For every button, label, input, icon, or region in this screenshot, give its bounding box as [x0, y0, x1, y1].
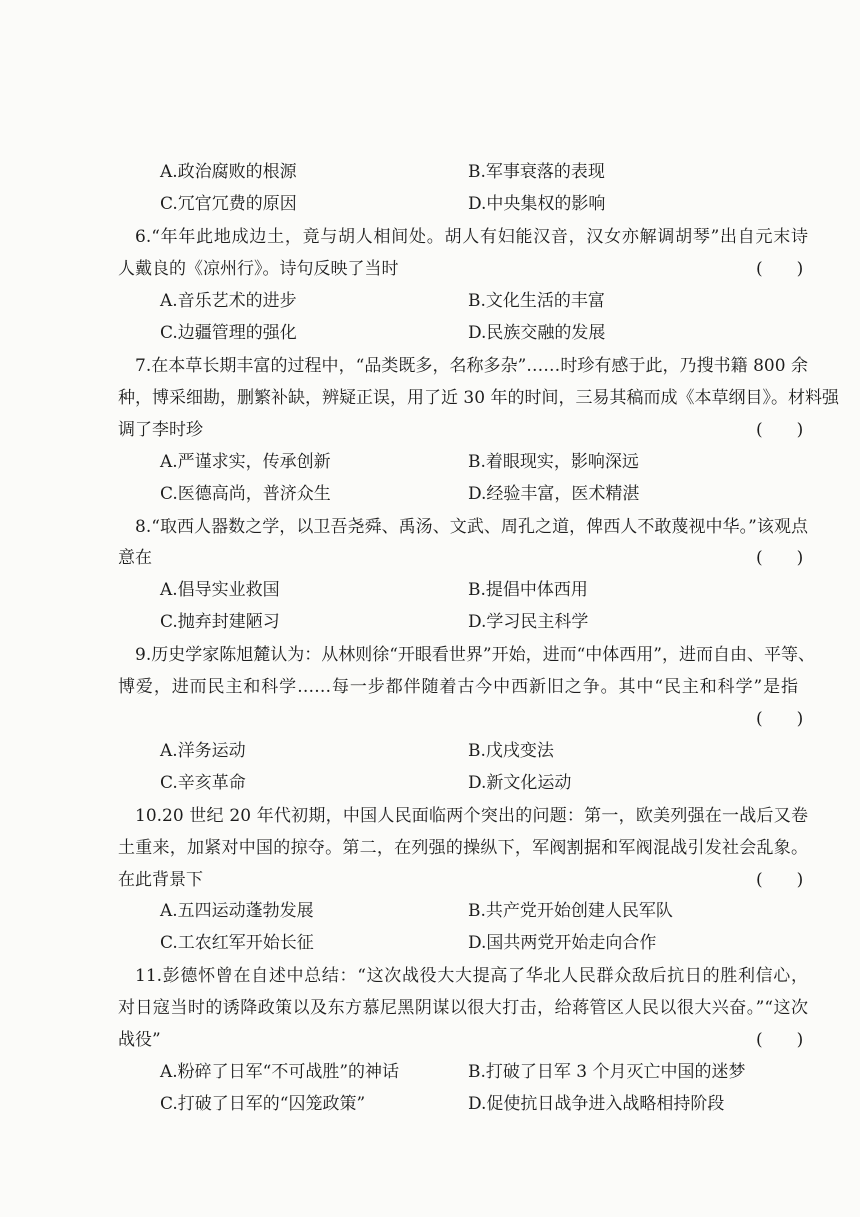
q10-stem-line-3: 在此背景下: [118, 870, 203, 890]
q10-option-d: D.国共两党开始走向合作: [468, 933, 657, 953]
q11-option-d: D.促使抗日战争进入战略相持阶段: [468, 1094, 725, 1114]
q7-option-c: C.医德高尚，普济众生: [160, 484, 331, 504]
q7-answer-blank: ( ): [756, 420, 804, 440]
q5-option-c: C.冗官冗费的原因: [160, 194, 297, 214]
q5-option-d: D.中央集权的影响: [468, 194, 606, 214]
q11-option-c: C.打破了日军的“囚笼政策”: [160, 1094, 366, 1114]
q7-stem-line-1: 7.在本草长期丰富的过程中，“品类既多，名称多杂”……时珍有感于此，乃搜书籍 800 余: [135, 356, 808, 376]
q9-option-a: A.洋务运动: [160, 741, 246, 761]
q6-stem-line-1: 6.“年年此地成边土，竟与胡人相间处。胡人有妇能汉音，汉女亦解调胡琴”出自元末诗: [135, 227, 808, 247]
q11-stem-line-2: 对日寇当时的诱降政策以及东方慕尼黑阴谋以很大打击，给蒋管区人民以很大兴奋。”“这次: [118, 998, 808, 1018]
q9-option-c: C.辛亥革命: [160, 773, 246, 793]
q9-option-b: B.戊戌变法: [468, 741, 554, 761]
q10-option-a: A.五四运动蓬勃发展: [160, 901, 314, 921]
q10-option-b: B.共产党开始创建人民军队: [468, 901, 673, 921]
q11-answer-blank: ( ): [756, 1030, 804, 1050]
q6-stem-line-2: 人戴良的《凉州行》。诗句反映了当时: [118, 259, 399, 279]
q5-option-b: B.军事衰落的表现: [468, 162, 605, 182]
q10-stem-line-2: 土重来，加紧对中国的掠夺。第二，在列强的操纵下，军阀割据和军阀混战引发社会乱象。: [118, 838, 808, 858]
q9-stem-line-1: 9.历史学家陈旭麓认为：从林则徐“开眼看世界”开始，进而“中体西用”，进而自由、平等、: [135, 645, 815, 665]
q8-option-c: C.抛弃封建陋习: [160, 612, 280, 632]
q7-option-a: A.严谨求实，传承创新: [160, 452, 331, 472]
q7-option-b: B.着眼现实，影响深远: [468, 452, 639, 472]
q8-stem-line-2: 意在: [118, 548, 152, 568]
q6-option-c: C.边疆管理的强化: [160, 323, 297, 343]
q6-option-b: B.文化生活的丰富: [468, 291, 605, 311]
q8-option-a: A.倡导实业救国: [160, 580, 280, 600]
q11-option-a: A.粉碎了日军“不可战胜”的神话: [160, 1062, 400, 1082]
q7-stem-line-2: 种，博采细勘，删繁补缺，辨疑正误，用了近 30 年的时间，三易其稿而成《本草纲目》。材料强: [118, 388, 839, 408]
q6-option-a: A.音乐艺术的进步: [160, 291, 297, 311]
q10-stem-line-1: 10.20 世纪 20 年代初期，中国人民面临两个突出的问题：第一，欧美列强在一战后又卷: [135, 806, 808, 826]
q8-option-b: B.提倡中体西用: [468, 580, 588, 600]
q10-option-c: C.工农红军开始长征: [160, 933, 314, 953]
q9-option-d: D.新文化运动: [468, 773, 572, 793]
q9-stem-line-2: 博爱，进而民主和科学……每一步都伴随着古今中西新旧之争。其中“民主和科学”是指: [118, 677, 798, 697]
q7-stem-line-3: 调了李时珍: [118, 420, 203, 440]
q9-answer-blank: ( ): [756, 709, 804, 729]
q7-option-d: D.经验丰富，医术精湛: [468, 484, 640, 504]
q8-option-d: D.学习民主科学: [468, 612, 589, 632]
q11-stem-line-3: 战役”: [118, 1030, 161, 1050]
q11-option-b: B.打破了日军 3 个月灭亡中国的迷梦: [468, 1062, 746, 1082]
q11-stem-line-1: 11.彭德怀曾在自述中总结：“这次战役大大提高了华北人民群众敌后抗日的胜利信心，: [135, 966, 808, 986]
q6-option-d: D.民族交融的发展: [468, 323, 606, 343]
q6-answer-blank: ( ): [756, 259, 804, 279]
q10-answer-blank: ( ): [756, 870, 804, 890]
q5-option-a: A.政治腐败的根源: [160, 162, 297, 182]
q8-stem-line-1: 8.“取西人器数之学，以卫吾尧舜、禹汤、文武、周孔之道，俾西人不敢蔑视中华。”该观点: [135, 517, 808, 537]
q8-answer-blank: ( ): [756, 548, 804, 568]
